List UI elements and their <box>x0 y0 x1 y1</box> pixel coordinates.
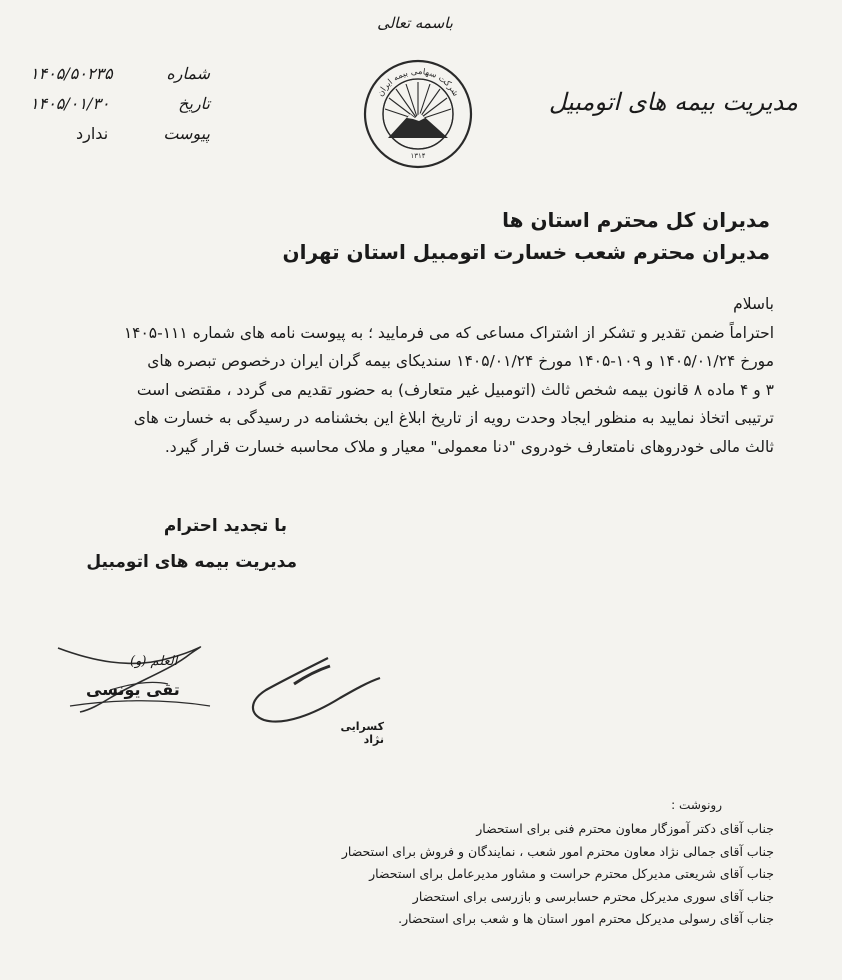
cc-item: جناب آقای سوری مدیرکل محترم حسابرسی و بازرسی برای استحضار <box>412 888 774 904</box>
logo-ring-text: شرکت سهامی بیمه ایران <box>375 66 461 99</box>
greeting: باسلام <box>733 295 774 313</box>
meta-attachment <box>30 118 210 148</box>
logo-year: ۱۳۱۴ <box>410 152 426 160</box>
basmala: باسمه تعالی <box>377 14 453 32</box>
cc-item: جناب آقای رسولی مدیرکل محترم امور استان ها و شعب برای استحضار. <box>398 911 774 926</box>
closing-regards: با تجدید احترام <box>163 516 287 536</box>
signature-note: العلم (و) <box>130 654 178 669</box>
body-line: احتراماً ضمن تقدیر و تشکر از اشتراک مساعی که می فرمایید ؛ به پیوست نامه های شماره ۱۱۱-۱۴۰۵ <box>123 323 774 342</box>
meta-number-label: شماره <box>166 63 210 83</box>
department-header: مدیریت بیمه های اتومبیل <box>548 88 798 116</box>
cc-list <box>74 818 774 931</box>
meta-date <box>30 88 210 118</box>
signature-block-1 <box>50 640 220 724</box>
body-line: ثالث مالی خودروهای نامتعارف خودروی "دنا معمولی" معیار و ملاک محاسبه خسارت قرار گیرد. <box>164 437 774 456</box>
meta-number <box>30 58 210 88</box>
bimeh-iran-logo <box>362 58 474 170</box>
signature-block-2 <box>244 654 384 746</box>
meta-number-value: ۱۴۰۵/۵۰۲۳۵ <box>30 63 113 83</box>
meta-attachment-value: ندارد <box>76 123 109 143</box>
closing-signoff: مدیریت بیمه های اتومبیل <box>86 552 297 572</box>
cc-heading: رونوشت : <box>671 798 722 812</box>
signatory-name-2: کسرایی نژاد <box>340 720 384 746</box>
cc-item: جناب آقای جمالی نژاد معاون محترم امور شعب ، نمایندگان و فروش برای استحضار <box>341 843 774 859</box>
body-line: ۳ و ۴ ماده ۸ قانون بیمه شخص ثالث (اتومبیل غیر متعارف) به حضور تقدیم می گردد ، مقتضی است <box>136 380 774 399</box>
letter-body <box>64 290 774 461</box>
cc-item: جناب آقای دکتر آموزگار معاون محترم فنی برای استحضار <box>476 821 774 836</box>
meta-attachment-label: پیوست <box>163 123 210 143</box>
letter-meta <box>30 58 210 148</box>
cc-item: جناب آقای شریعتی مدیرکل محترم حراست و مشاور مدیرعامل برای استحضار <box>369 866 774 881</box>
meta-date-value: ۱۴۰۵/۰۱/۳۰ <box>30 93 110 113</box>
body-line: مورخ ۱۴۰۵/۰۱/۲۴ و ۱۰۹-۱۴۰۵ مورخ ۱۴۰۵/۰۱/۲۴ سندیکای بیمه گران ایران درخصوص تبصره های <box>147 352 774 370</box>
body-line: ترتیبی اتخاذ نمایید به منظور ایجاد وحدت رویه از تاریخ ابلاغ این بخشنامه در رسیدگی به خسارت های <box>133 409 774 427</box>
meta-date-label: تاریخ <box>178 93 210 113</box>
recipient-line-2: مدیران محترم شعب خسارت اتومبیل استان تهران <box>282 240 770 264</box>
recipient-line-1: مدیران کل محترم استان ها <box>502 208 770 232</box>
signatory-name-1: تقی یونسی <box>86 680 180 699</box>
